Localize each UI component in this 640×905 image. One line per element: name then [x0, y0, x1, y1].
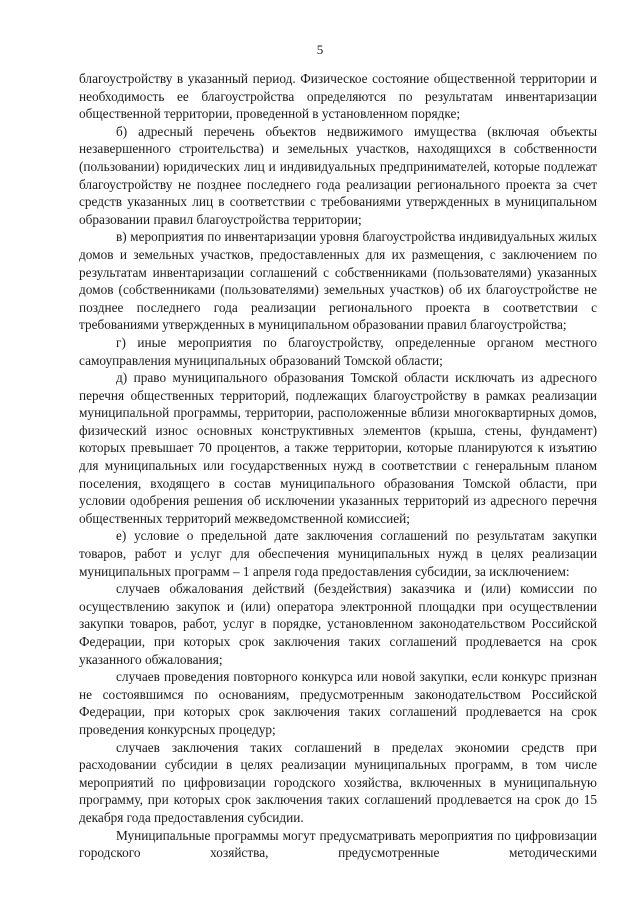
document-body	[79, 70, 597, 862]
paragraph-item-b: б) адресный перечень объектов недвижимого имущества (включая объекты незавершенного строительства) и земельных участков, находящихся в собственности (пользовании) юридических лиц и индивидуальных предпринимателей, которые подлежат благоустройству не позднее последнего года реализации регионального проекта за счет средств указанных лиц в соответствии с требованиями утвержденных в муниципальном образовании правил благоустройства территории;	[79, 123, 597, 227]
paragraph-digitalization: Муниципальные программы могут предусматривать мероприятия по цифровизации городского хозяйства, предусмотренные методическими	[79, 827, 597, 861]
paragraph-item-g: г) иные мероприятия по благоустройству, определенные органом местного самоуправления муниципальных образований Томской области;	[79, 334, 597, 368]
page-number: 5	[316, 42, 324, 57]
paragraph-item-e: е) условие о предельной дате заключения соглашений по результатам закупки товаров, работ и услуг для обеспечения муниципальных нужд в целях реализации муниципальных программ – 1 апреля года предоставления субсидии, за исключением:	[79, 528, 597, 579]
paragraph-exception-savings: случаев заключения таких соглашений в пределах экономии средств при расходовании субсидии в целях реализации муниципальных программ, в том числе мероприятий по цифровизации городского хозяйства, включенных в муниципальную программу, при которых срок заключения таких соглашений продлевается на срок до 15 декабря года предоставления субсидии.	[79, 739, 597, 825]
paragraph-item-d: д) право муниципального образования Томской области исключать из адресного перечня общественных территорий, подлежащих благоустройству в рамках реализации муниципальной программы, территории, расположенные вблизи многоквартирных домов, физический износ основных конструктивных элементов (крыша, стены, фундамент) которых превышает 70 процентов, а также территории, которые планируются к изъятию для муниципальных или государственных нужд в соответствии с генеральным планом поселения, входящего в состав муниципального образования Томской области, при условии одобрения решения об исключении указанных территорий из адресного перечня общественных территорий межведомственной комиссией;	[79, 370, 597, 526]
paragraph-exception-retender: случаев проведения повторного конкурса или новой закупки, если конкурс признан не состоявшимся по основаниям, предусмотренным законодательством Российской Федерации, при которых срок заключения таких соглашений продлевается на срок проведения конкурсных процедур;	[79, 669, 597, 737]
paragraph-exception-appeal: случаев обжалования действий (бездействия) заказчика и (или) комиссии по осуществлению закупок и (или) оператора электронной площадки при осуществлении закупки товаров, работ, услуг в порядке, установленном законодательством Российской Федерации, при которых срок заключения таких соглашений продлевается на срок указанного обжалования;	[79, 581, 597, 667]
paragraph-item-v: в) мероприятия по инвентаризации уровня благоустройства индивидуальных жилых домов и земельных участков, предоставленных для их размещения, с заключением по результатам инвентаризации соглашений с собственниками (пользователями) указанных домов (собственниками (пользователями) земельных участков) об их благоустройстве не позднее последнего года реализации регионального проекта в соответствии с требованиями утвержденных в муниципальном образовании правил благоустройства;	[79, 229, 597, 333]
paragraph-continuation: благоустройству в указанный период. Физическое состояние общественной территории и необходимость ее благоустройства определяются по результатам инвентаризации общественной территории, проведенной в установленном порядке;	[79, 71, 597, 122]
